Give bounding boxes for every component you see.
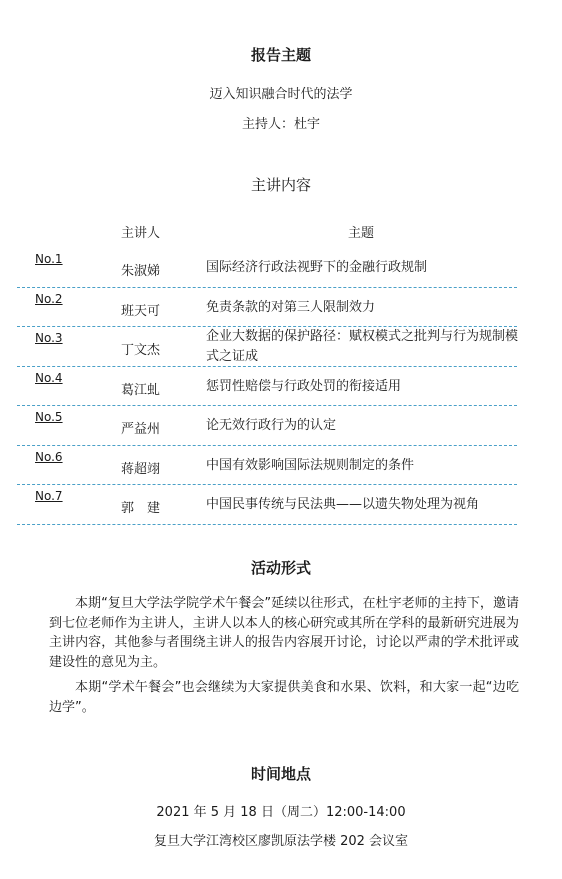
talk-topic: 免责条款的对第三人限制效力 <box>206 299 376 315</box>
table-row <box>17 446 517 486</box>
activity-paragraph-1: 本期“复旦大学法学院学术午餐会”延续以往形式，在杜宇老师的主持下，邀请到七位老师作为主讲人，主讲人以本人的核心研究或其所在学科的最新研究进展为主讲内容，其他参与者围绕主讲人的报告内容展开讨论，讨论以严肃的学术批评或建设性的意见为主。 <box>49 596 519 670</box>
talk-topic: 国际经济行政法视野下的金融行政规制 <box>206 260 428 275</box>
column-header-speaker: 主讲人 <box>121 226 161 241</box>
talks-table <box>17 248 517 525</box>
talk-number-link[interactable]: No.3 <box>35 331 63 345</box>
time-place-heading: 时间地点 <box>250 765 311 783</box>
talk-topic: 企业大数据的保护路径：赋权模式之批判与行为规制模式之证成 <box>206 329 519 364</box>
table-row <box>17 288 517 328</box>
speaker-name: 严益州 <box>121 422 161 437</box>
host-line: 主持人：杜宇 <box>241 117 320 132</box>
talk-number-link[interactable]: No.2 <box>35 291 63 306</box>
talk-number-link[interactable]: No.7 <box>35 489 63 503</box>
speaker-name: 班天可 <box>121 303 161 319</box>
table-row <box>17 485 517 525</box>
speaker-name: 郭 建 <box>121 501 161 516</box>
report-topic: 迈入知识融合时代的法学 <box>209 87 353 102</box>
activity-heading: 活动形式 <box>250 559 311 577</box>
talk-number-link[interactable]: No.4 <box>35 370 63 385</box>
table-row <box>17 248 517 288</box>
talk-topic: 论无效行政行为的认定 <box>206 418 337 433</box>
talk-number-link[interactable]: No.1 <box>35 252 63 266</box>
talks-heading: 主讲内容 <box>250 176 311 194</box>
event-place: 复旦大学江湾校区廖凯原法学楼 202 会议室 <box>153 834 409 849</box>
speaker-name: 蒋超翊 <box>121 461 161 477</box>
talk-topic: 中国有效影响国际法规则制定的条件 <box>206 457 415 473</box>
table-row <box>17 406 517 446</box>
speaker-name: 葛江虬 <box>121 382 161 398</box>
report-heading: 报告主题 <box>250 46 311 64</box>
activity-paragraph-2: 本期“学术午餐会”也会继续为大家提供美食和水果、饮料，和大家一起“边吃边学”。 <box>49 680 519 715</box>
talk-number-link[interactable]: No.5 <box>35 410 63 424</box>
speaker-name: 丁文杰 <box>121 343 161 358</box>
talk-topic: 惩罚性赔偿与行政处罚的衔接适用 <box>206 378 402 394</box>
event-time: 2021 年 5 月 18 日（周二）12:00-14:00 <box>156 805 406 820</box>
table-row <box>17 327 517 367</box>
talk-topic: 中国民事传统与民法典——以遗失物处理为视角 <box>206 497 480 512</box>
table-row <box>17 367 517 407</box>
column-header-topic: 主题 <box>348 226 375 241</box>
talk-number-link[interactable]: No.6 <box>35 449 63 464</box>
speaker-name: 朱淑娣 <box>121 264 161 279</box>
